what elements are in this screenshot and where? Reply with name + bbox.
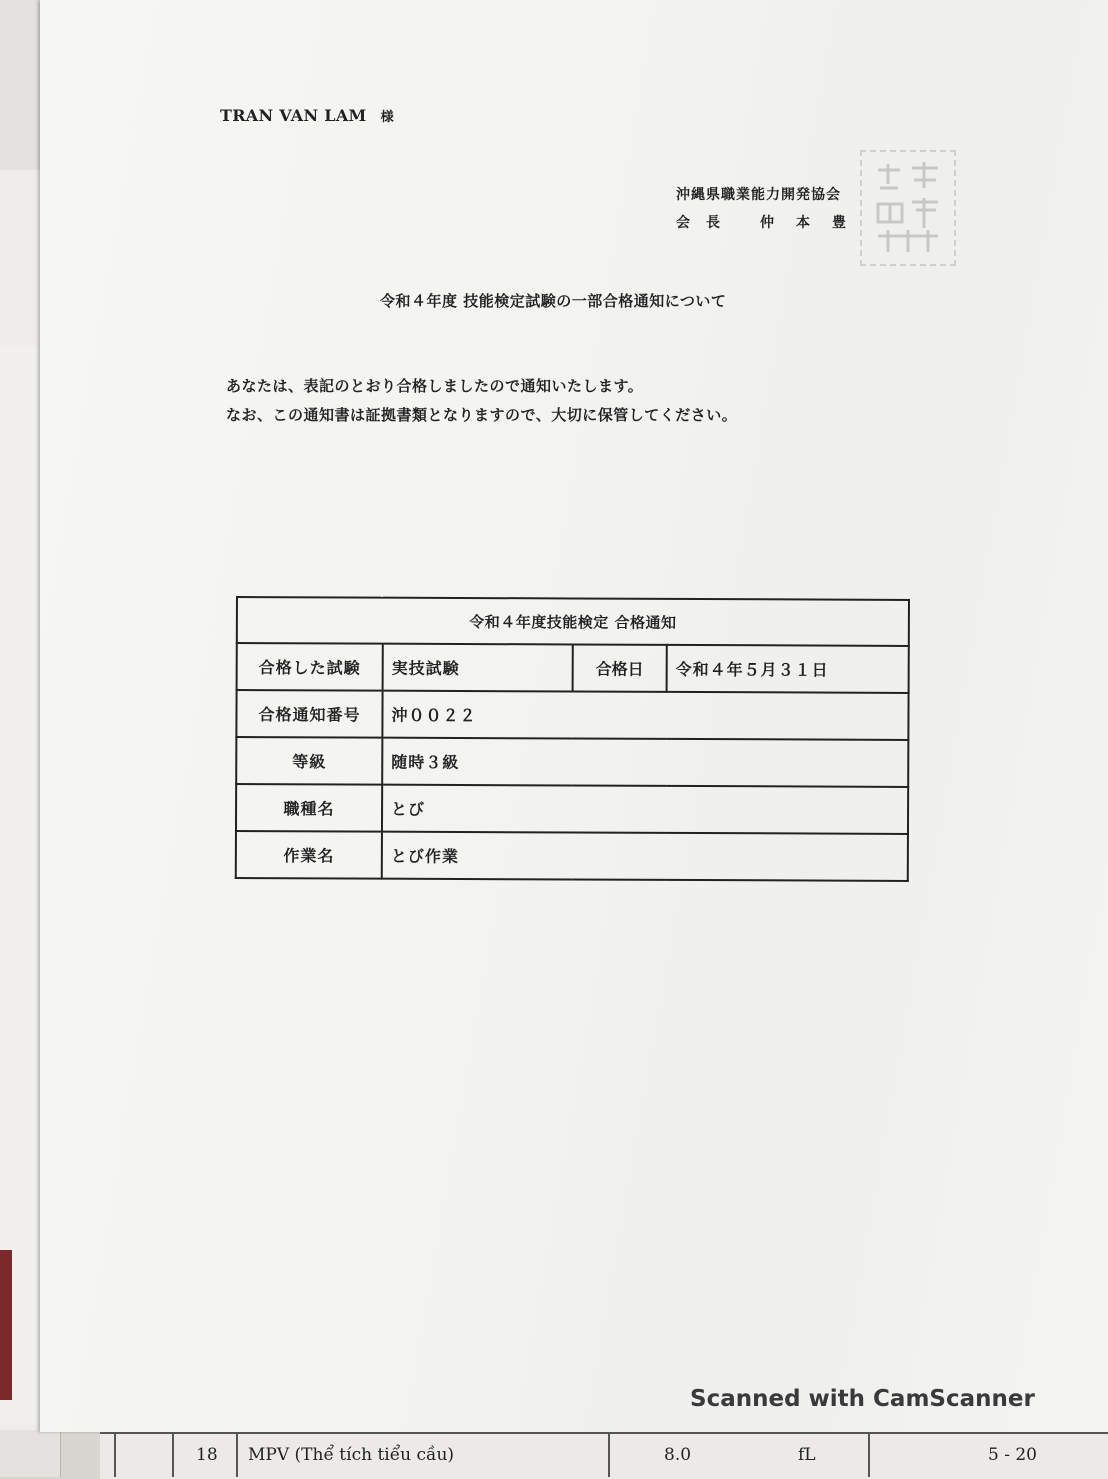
recipient-line bbox=[220, 106, 394, 125]
occupation-value: とび bbox=[382, 785, 908, 834]
body-line-1: あなたは、表記のとおり合格しましたので通知いたします。 bbox=[226, 377, 644, 395]
official-seal bbox=[860, 150, 956, 266]
grade-label: 等級 bbox=[236, 737, 382, 785]
row-number: 18 bbox=[196, 1445, 218, 1465]
row-value: 8.0 bbox=[664, 1445, 692, 1465]
row-item: MPV (Thể tích tiểu cầu) bbox=[248, 1445, 455, 1465]
certificate-table bbox=[235, 596, 910, 882]
row-unit: fL bbox=[798, 1445, 816, 1465]
pass-date-label: 合格日 bbox=[573, 644, 667, 691]
certificate-title: 令和４年度技能検定 合格通知 bbox=[237, 597, 909, 646]
work-value: とび作業 bbox=[382, 832, 908, 881]
sender-title: 会長 bbox=[676, 215, 736, 231]
passed-exam-label: 合格した試験 bbox=[237, 643, 383, 691]
table-divider bbox=[608, 1432, 610, 1477]
certificate-title-row bbox=[237, 597, 909, 646]
pass-date-value: 令和４年５月３１日 bbox=[667, 645, 909, 693]
notice-subject: 令和４年度 技能検定試験の一部合格通知について bbox=[380, 292, 727, 310]
sender-organization: 沖縄県職業能力開発協会 bbox=[676, 187, 841, 203]
table-row bbox=[236, 690, 908, 740]
table-row bbox=[236, 737, 908, 787]
table-divider bbox=[172, 1432, 174, 1477]
notice-number-value: 沖００２２ bbox=[382, 691, 908, 740]
row-range: 5 - 20 bbox=[988, 1445, 1037, 1465]
camscanner-watermark: Scanned with CamScanner bbox=[690, 1386, 1035, 1412]
recipient-name: TRAN VAN LAM bbox=[220, 106, 367, 125]
table-divider bbox=[114, 1432, 116, 1477]
table-row bbox=[237, 643, 909, 693]
recipient-honorific: 様 bbox=[380, 110, 394, 125]
background-object bbox=[0, 1250, 12, 1400]
passed-exam-value: 実技試験 bbox=[383, 644, 573, 692]
table-row bbox=[236, 831, 908, 881]
table-row bbox=[236, 784, 908, 834]
table-divider bbox=[868, 1432, 870, 1477]
occupation-label: 職種名 bbox=[236, 784, 382, 832]
body-line-2: なお、この通知書は証拠書類となりますので、大切に保管してください。 bbox=[226, 406, 738, 424]
notice-number-label: 合格通知番号 bbox=[236, 690, 382, 738]
table-divider bbox=[236, 1432, 238, 1477]
notice-body bbox=[226, 372, 737, 430]
sender-president bbox=[676, 212, 868, 232]
grade-value: 随時３級 bbox=[382, 738, 908, 787]
work-label: 作業名 bbox=[236, 831, 382, 879]
sender-name: 仲本豊 bbox=[760, 215, 868, 231]
notice-document bbox=[40, 0, 1108, 1432]
seal-stamp-graphic bbox=[868, 158, 948, 258]
